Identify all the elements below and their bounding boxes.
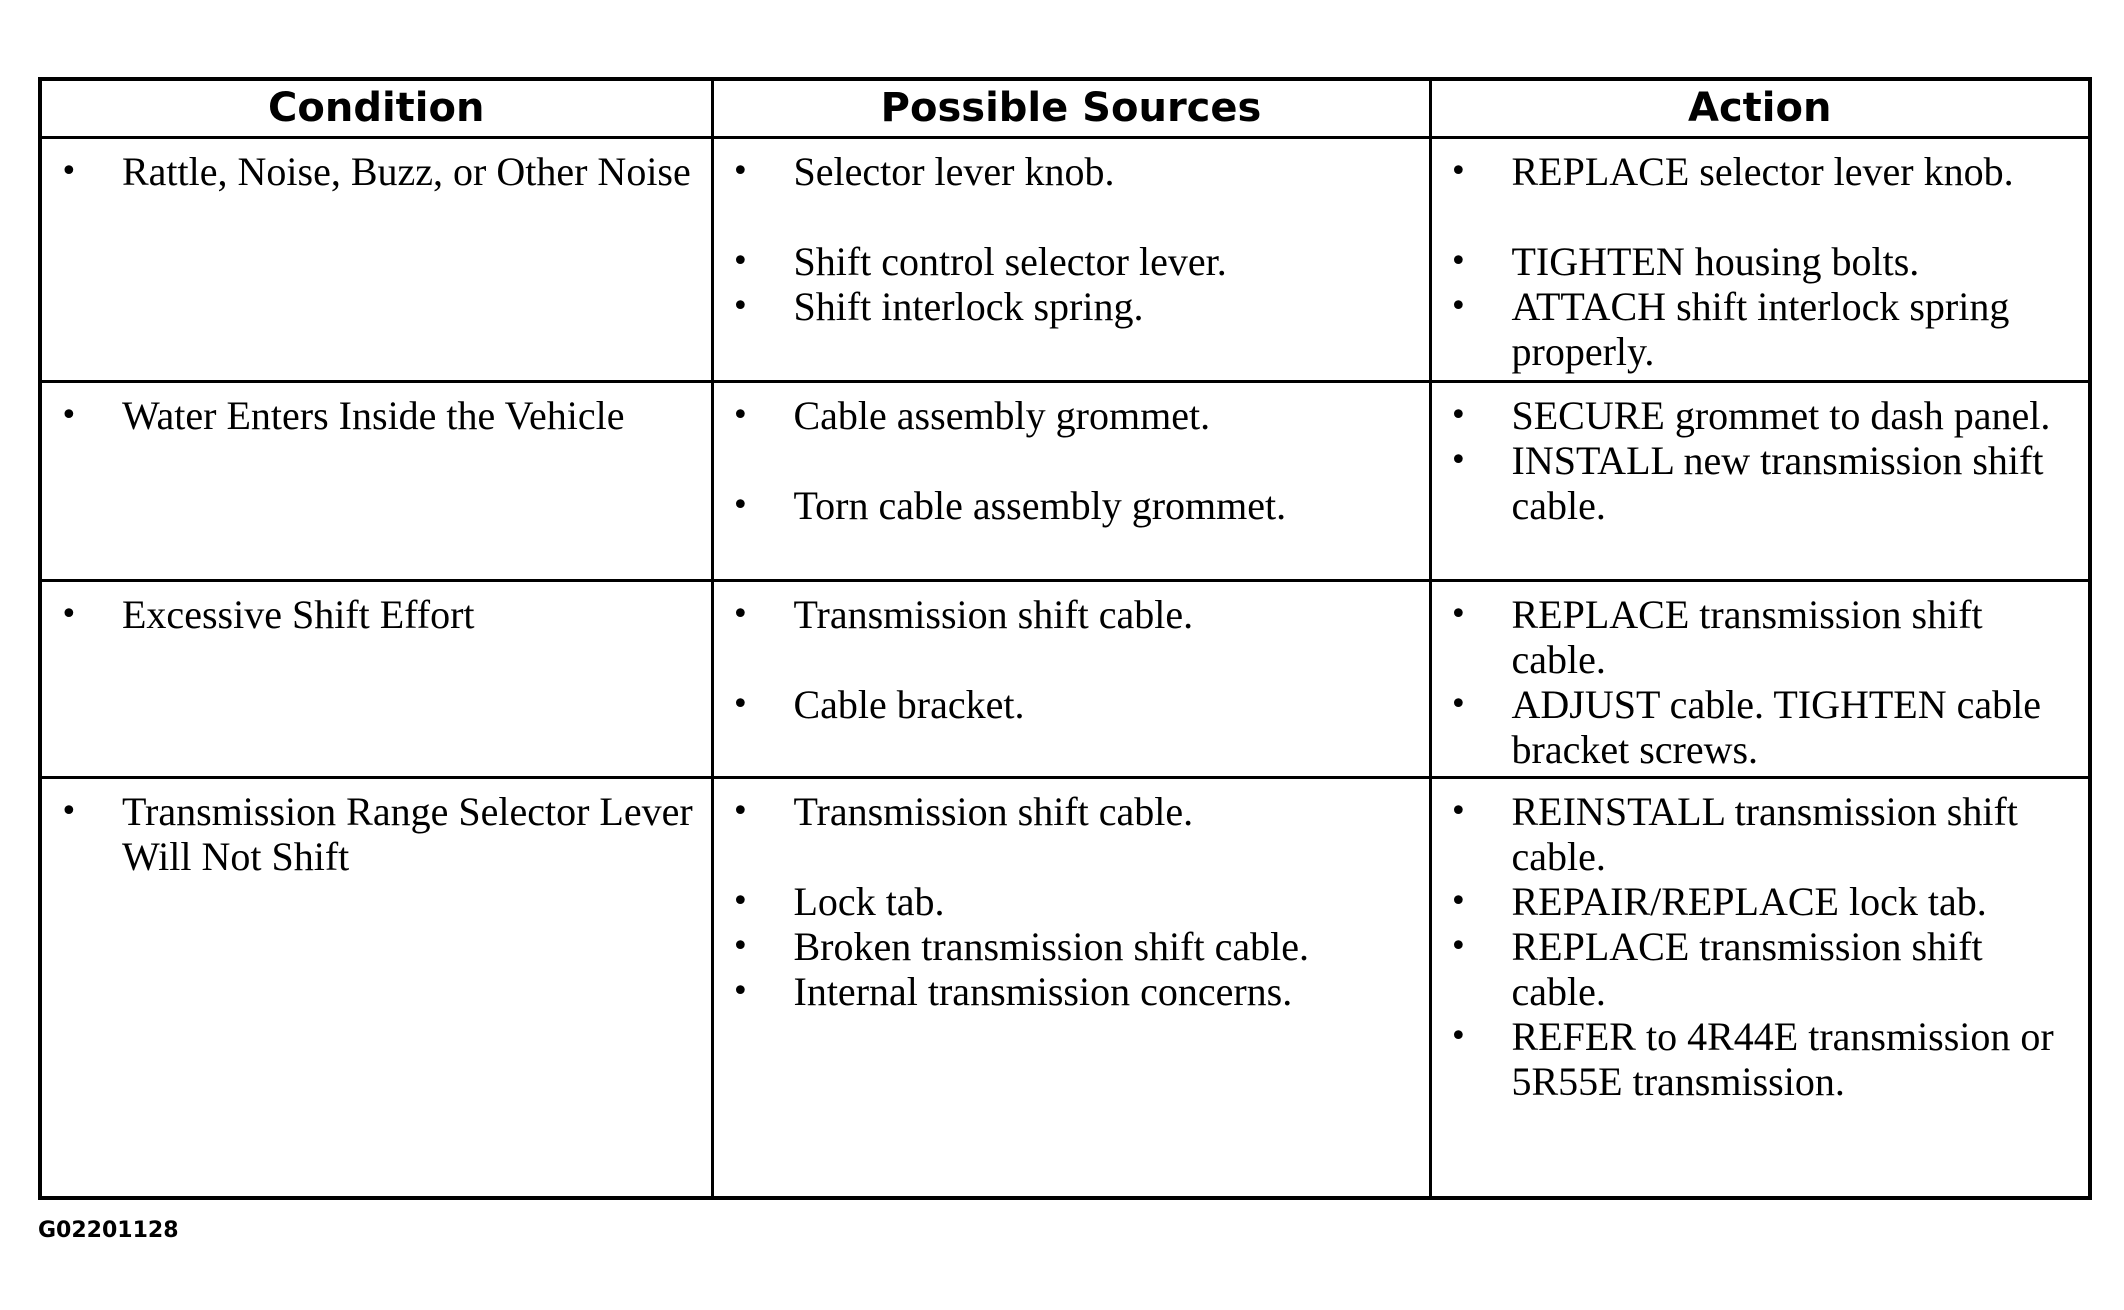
condition-item: • Rattle, Noise, Buzz, or Other Noise bbox=[42, 149, 701, 194]
actions-cell bbox=[1430, 137, 2090, 381]
sources-cell bbox=[712, 381, 1430, 580]
header-action: Action bbox=[1430, 79, 2090, 137]
sources-cell bbox=[712, 777, 1430, 1198]
condition-cell bbox=[40, 137, 712, 381]
source-item: • Selector lever knob. bbox=[714, 149, 1419, 194]
condition-item: • Water Enters Inside the Vehicle bbox=[42, 393, 701, 438]
action-item: • ADJUST cable. TIGHTEN cable bracket screws. bbox=[1432, 682, 2079, 772]
action-item: • REPLACE selector lever knob. bbox=[1432, 149, 2079, 194]
condition-cell bbox=[40, 381, 712, 580]
actions-cell bbox=[1430, 580, 2090, 777]
action-item: • REINSTALL transmission shift cable. bbox=[1432, 789, 2079, 879]
source-item: • Transmission shift cable. bbox=[714, 592, 1419, 637]
table-row bbox=[40, 580, 2090, 777]
actions-cell bbox=[1430, 381, 2090, 580]
source-item: • Transmission shift cable. bbox=[714, 789, 1419, 834]
sources-cell bbox=[712, 137, 1430, 381]
action-item: • REPLACE transmission shift cable. bbox=[1432, 592, 2079, 682]
action-item: • REFER to 4R44E transmission or 5R55E transmission. bbox=[1432, 1014, 2079, 1104]
action-item: • TIGHTEN housing bolts. bbox=[1432, 239, 2079, 284]
condition-cell bbox=[40, 777, 712, 1198]
header-possible-sources: Possible Sources bbox=[712, 79, 1430, 137]
source-item: • Shift interlock spring. bbox=[714, 284, 1419, 329]
table-row bbox=[40, 777, 2090, 1198]
action-item: • ATTACH shift interlock spring properly. bbox=[1432, 284, 2079, 374]
condition-cell bbox=[40, 580, 712, 777]
header-row bbox=[40, 79, 2090, 137]
source-item: • Internal transmission concerns. bbox=[714, 969, 1419, 1014]
source-item: • Shift control selector lever. bbox=[714, 239, 1419, 284]
table-row bbox=[40, 137, 2090, 381]
source-item: • Torn cable assembly grommet. bbox=[714, 483, 1419, 528]
condition-item: • Excessive Shift Effort bbox=[42, 592, 701, 637]
header-condition: Condition bbox=[40, 79, 712, 137]
action-item: • REPAIR/REPLACE lock tab. bbox=[1432, 879, 2079, 924]
diagnosis-table bbox=[38, 77, 2092, 1200]
table-row bbox=[40, 381, 2090, 580]
source-item: • Cable assembly grommet. bbox=[714, 393, 1419, 438]
action-item: • REPLACE transmission shift cable. bbox=[1432, 924, 2079, 1014]
action-item: • INSTALL new transmission shift cable. bbox=[1432, 438, 2079, 528]
sources-cell bbox=[712, 580, 1430, 777]
condition-item: • Transmission Range Selector Lever Will Not Shift bbox=[42, 789, 701, 879]
source-item: • Lock tab. bbox=[714, 879, 1419, 924]
action-item: • SECURE grommet to dash panel. bbox=[1432, 393, 2079, 438]
source-item: • Cable bracket. bbox=[714, 682, 1419, 727]
source-item: • Broken transmission shift cable. bbox=[714, 924, 1419, 969]
figure-code: G02201128 bbox=[38, 1218, 179, 1243]
actions-cell bbox=[1430, 777, 2090, 1198]
